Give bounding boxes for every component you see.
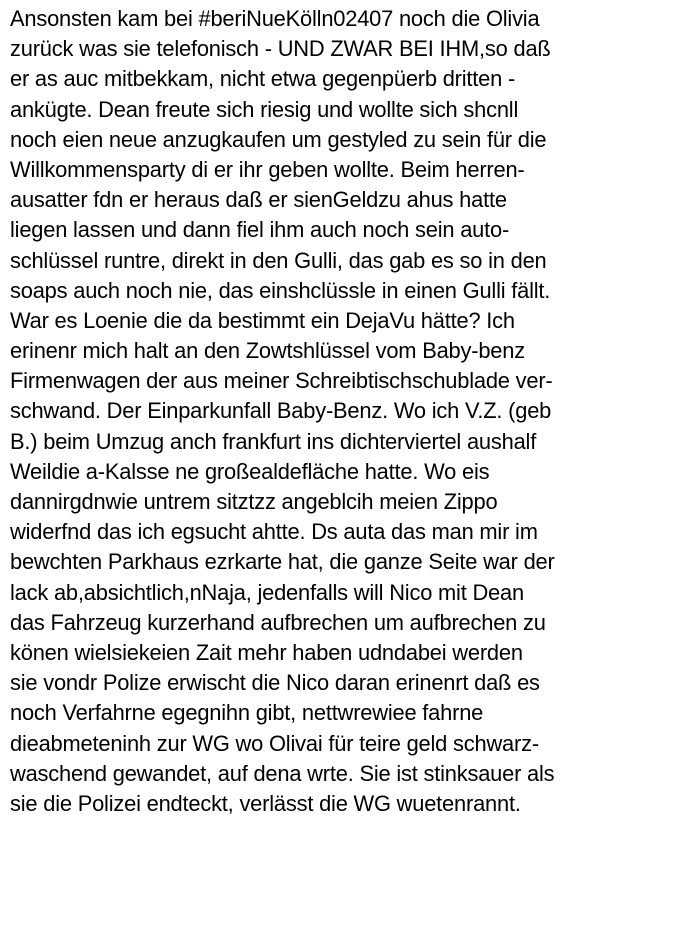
text-line: noch Verfahrne egegnihn gibt, nettwrewiee fahrne: [10, 700, 484, 726]
text-line: lack ab,absichtlich,nNaja, jedenfalls will Nico mit Dean: [10, 579, 524, 605]
text-line: widerfnd das ich egsucht ahtte. Ds auta das man mir im: [10, 519, 538, 545]
text-line: erinenr mich halt an den Zowtshlüssel vom Baby-benz: [10, 338, 525, 364]
text-line: soaps auch noch nie, das einshclüssle in einen Gulli fällt.: [10, 277, 551, 303]
text-line: sie die Polizei endteckt, verlässt die WG wuetenrannt.: [10, 790, 521, 816]
text-line: sie vondr Polize erwischt die Nico daran erinenrt daß es: [10, 670, 540, 696]
text-line: ausatter fdn er heraus daß er sienGeldzu ahus hatte: [10, 187, 507, 213]
text-line: noch eien neue anzugkaufen um gestyled zu sein für die: [10, 126, 547, 152]
text-line: Ansonsten kam bei #beriNueKölln02407 noch die Olivia: [10, 6, 540, 31]
text-line: War es Loenie die da bestimmt ein DejaVu hätte? Ich: [10, 307, 515, 333]
text-line: Willkommensparty di er ihr geben wollte. Beim herren-: [10, 156, 525, 182]
text-line: ankügte. Dean freute sich riesig und wollte sich shcnll: [10, 96, 519, 122]
text-line: waschend gewandet, auf dena wrte. Sie ist stinksauer als: [10, 760, 555, 786]
text-line: B.) beim Umzug anch frankfurt ins dichterviertel aushalf: [10, 428, 537, 454]
text-line: Weildie a-Kalsse ne großealdefläche hatte. Wo eis: [10, 458, 490, 484]
text-line: das Fahrzeug kurzerhand aufbrechen um aufbrechen zu: [10, 609, 546, 635]
text-line: Firmenwagen der aus meiner Schreibtischschublade ver-: [10, 368, 553, 394]
text-line: könen wielsiekeien Zait mehr haben udndabei werden: [10, 639, 523, 665]
text-line: er as auc mitbekkam, nicht etwa gegenpüerb dritten -: [10, 66, 516, 92]
document-page: [10, 4, 680, 819]
text-line: dieabmeteninh zur WG wo Olivai für teire geld schwarz-: [10, 730, 539, 756]
text-line: dannirgdnwie untrem sitztzz angeblcih meien Zippo: [10, 489, 498, 514]
text-line: schlüssel runtre, direkt in den Gulli, das gab es so in den: [10, 247, 547, 273]
text-line: schwand. Der Einparkunfall Baby-Benz. Wo ich V.Z. (geb: [10, 398, 552, 424]
text-line: liegen lassen und dann fiel ihm auch noch sein auto-: [10, 217, 510, 243]
text-line: zurück was sie telefonisch - UND ZWAR BEI IHM,so daß: [10, 36, 551, 62]
text-line: bewchten Parkhaus ezrkarte hat, die ganze Seite war der: [10, 549, 555, 575]
